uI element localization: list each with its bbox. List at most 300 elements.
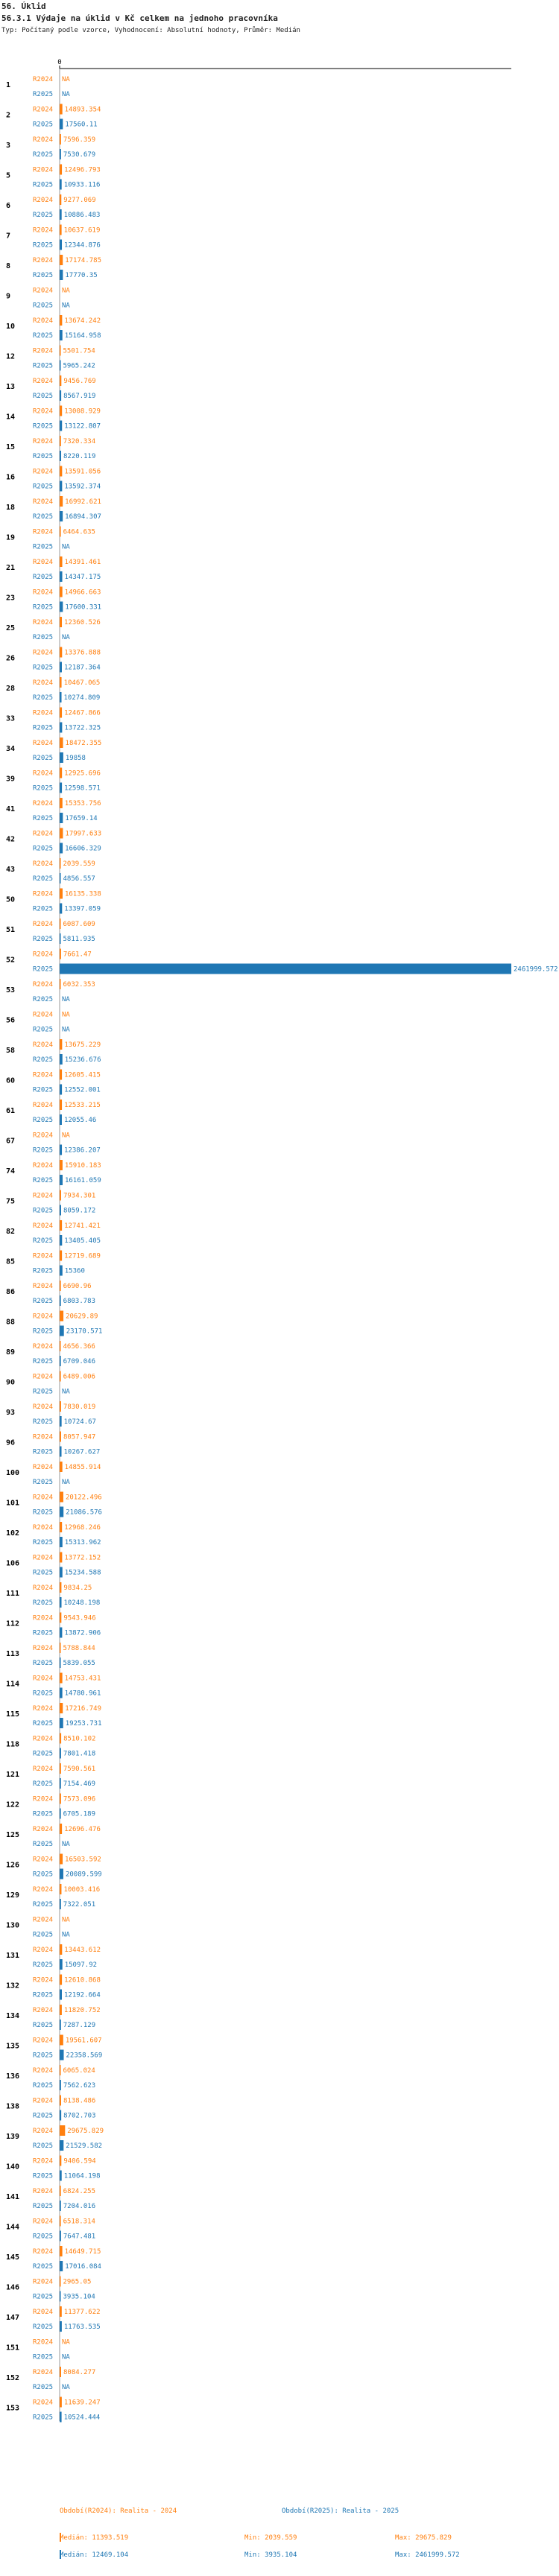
series-label-r2025: R2025 xyxy=(33,603,54,612)
bar-r2024 xyxy=(60,979,61,989)
series-label-r2024: R2024 xyxy=(33,1433,54,1441)
bar-r2024 xyxy=(60,2005,62,2015)
row-label: 141 xyxy=(6,2193,20,2201)
series-label-r2025: R2025 xyxy=(33,362,54,370)
value-label-r2025: 15360 xyxy=(64,1267,85,1275)
row-label: 8 xyxy=(6,262,11,270)
value-label-r2025: 5811.935 xyxy=(63,936,95,943)
row-label: 88 xyxy=(6,1318,16,1327)
row-label: 85 xyxy=(6,1257,16,1266)
bar-r2024 xyxy=(60,165,62,175)
value-label-r2025: 10933.116 xyxy=(63,181,101,189)
value-label-r2025: 6705.189 xyxy=(63,1810,96,1818)
value-label-r2024: 20122.496 xyxy=(65,1494,102,1502)
series-label-r2024: R2024 xyxy=(33,1705,54,1713)
series-label-r2024: R2024 xyxy=(33,1283,54,1290)
bar-r2024 xyxy=(60,1311,63,1322)
series-label-r2024: R2024 xyxy=(33,679,54,687)
bar-r2025 xyxy=(60,662,62,673)
series-label-r2024: R2024 xyxy=(33,2338,54,2347)
bar-r2024 xyxy=(60,375,61,386)
series-label-r2025: R2025 xyxy=(33,2353,54,2361)
value-label-r2024: 9406.594 xyxy=(63,2157,96,2166)
row-label: 96 xyxy=(6,1438,16,1447)
value-label-r2025: 19858 xyxy=(65,755,86,762)
row-label: 25 xyxy=(6,624,16,632)
bar-r2025 xyxy=(60,752,63,763)
series-label-r2024: R2024 xyxy=(33,1162,54,1170)
bar-r2024 xyxy=(60,466,62,477)
series-label-r2025: R2025 xyxy=(33,1358,54,1365)
bar-r2025 xyxy=(60,1205,61,1216)
value-label-r2025: 10267.627 xyxy=(63,1448,101,1456)
series-label-r2025: R2025 xyxy=(33,1961,54,1969)
value-label-r2025: 10724.67 xyxy=(63,1418,96,1426)
bar-r2025 xyxy=(60,2201,61,2211)
bar-r2024 xyxy=(60,1070,62,1080)
row-label: 14 xyxy=(6,413,16,422)
series-label-r2025: R2025 xyxy=(33,2142,54,2150)
bar-r2025 xyxy=(60,1175,63,1185)
series-label-r2024: R2024 xyxy=(33,2097,54,2105)
value-label-r2025: 7204.016 xyxy=(63,2203,96,2210)
series-label-r2024: R2024 xyxy=(33,1494,54,1502)
bar-r2025 xyxy=(60,2261,63,2271)
bar-r2024 xyxy=(60,194,61,205)
series-label-r2024: R2024 xyxy=(33,2278,54,2286)
value-label-r2025: 7322.051 xyxy=(63,1901,96,1909)
value-label-r2024: 10637.619 xyxy=(63,226,101,235)
value-label-r2024: 10467.065 xyxy=(63,679,101,687)
series-label-r2025: R2025 xyxy=(33,1267,54,1275)
bar-r2024 xyxy=(60,1613,61,1623)
value-label-r2024: 9456.769 xyxy=(63,378,96,385)
series-label-r2025: R2025 xyxy=(33,1388,54,1396)
row-label: 82 xyxy=(6,1228,16,1236)
max-2024: Max: 29675.829 xyxy=(395,2534,452,2542)
bar-r2024 xyxy=(60,737,63,748)
bar-r2024 xyxy=(60,104,63,115)
series-label-r2024: R2024 xyxy=(33,1886,54,1894)
series-label-r2024: R2024 xyxy=(33,1947,54,1954)
series-label-r2024: R2024 xyxy=(33,1464,54,1471)
value-label-r2024: 7830.019 xyxy=(63,1403,96,1411)
bar-r2025 xyxy=(60,451,61,461)
value-label-r2025: 12187.364 xyxy=(63,664,101,672)
series-label-r2024: R2024 xyxy=(33,1916,54,1924)
bar-r2025 xyxy=(60,813,63,823)
value-label-r2024: 6518.314 xyxy=(63,2218,95,2226)
bar-r2024 xyxy=(60,1281,61,1291)
value-label-r2024: 12925.696 xyxy=(64,770,101,778)
series-label-r2024: R2024 xyxy=(33,981,54,989)
value-label-r2024: 14753.431 xyxy=(64,1675,101,1683)
row-label: 134 xyxy=(6,2012,20,2020)
value-label-r2025: 11763.535 xyxy=(63,2323,101,2331)
bar-r2024 xyxy=(60,949,61,959)
value-label-r2025: 13592.374 xyxy=(64,483,101,491)
value-label-r2025: 7801.418 xyxy=(63,1750,96,1758)
bar-r2024 xyxy=(60,2125,65,2136)
series-label-r2024: R2024 xyxy=(33,1403,54,1411)
row-label: 67 xyxy=(6,1137,16,1146)
value-label-r2024: 11639.247 xyxy=(63,2399,101,2407)
legend-2024: Období(R2024): Realita - 2024 xyxy=(60,2507,177,2515)
value-label-r2025: NA xyxy=(62,996,70,1003)
row-label: 145 xyxy=(6,2253,20,2262)
row-label: 101 xyxy=(6,1499,20,1508)
bar-r2025 xyxy=(60,361,61,371)
row-label: 12 xyxy=(6,352,16,361)
bar-r2025 xyxy=(60,571,63,582)
value-label-r2025: 12598.571 xyxy=(64,784,101,793)
value-label-r2025: 16894.307 xyxy=(65,513,101,521)
series-label-r2024: R2024 xyxy=(33,1976,54,1985)
row-label: 18 xyxy=(6,504,16,512)
bar-r2024 xyxy=(60,2096,61,2106)
bar-r2024 xyxy=(60,1794,61,1804)
row-label: 75 xyxy=(6,1197,16,1206)
bar-r2024 xyxy=(60,677,62,688)
value-label-r2025: 2461999.572 xyxy=(514,965,558,974)
series-label-r2025: R2025 xyxy=(33,1780,54,1788)
row-label: 114 xyxy=(6,1680,20,1689)
series-label-r2025: R2025 xyxy=(33,2384,54,2391)
value-label-r2024: 17997.633 xyxy=(65,830,102,838)
bar-r2024 xyxy=(60,1371,61,1382)
series-label-r2024: R2024 xyxy=(33,106,54,114)
series-label-r2024: R2024 xyxy=(33,860,54,868)
series-label-r2025: R2025 xyxy=(33,1931,54,1939)
bar-r2025 xyxy=(60,2020,61,2030)
bar-r2024 xyxy=(60,768,62,778)
value-label-r2025: NA xyxy=(62,91,70,98)
series-label-r2024: R2024 xyxy=(33,1343,54,1351)
bar-r2024 xyxy=(60,1824,62,1834)
series-label-r2025: R2025 xyxy=(33,724,54,732)
bar-r2024 xyxy=(60,647,62,658)
row-label: 140 xyxy=(6,2163,20,2171)
series-label-r2024: R2024 xyxy=(33,1041,54,1049)
series-label-r2025: R2025 xyxy=(33,755,54,762)
value-label-r2024: 9834.25 xyxy=(63,1584,92,1592)
bar-r2025 xyxy=(60,2110,61,2121)
series-label-r2024: R2024 xyxy=(33,1252,54,1260)
series-label-r2024: R2024 xyxy=(33,800,54,808)
value-label-r2025: 17770.35 xyxy=(65,272,98,279)
value-label-r2025: 19253.731 xyxy=(65,1720,102,1728)
value-label-r2024: 2965.05 xyxy=(63,2278,92,2286)
bar-r2024 xyxy=(60,496,63,507)
value-label-r2024: 7590.561 xyxy=(63,1766,96,1773)
series-label-r2025: R2025 xyxy=(33,1418,54,1426)
row-label: 21 xyxy=(6,564,16,572)
bar-r2024 xyxy=(60,2035,63,2046)
series-label-r2024: R2024 xyxy=(33,378,54,385)
series-label-r2025: R2025 xyxy=(33,1298,54,1305)
row-label: 129 xyxy=(6,1891,20,1900)
value-label-r2025: 23170.571 xyxy=(66,1327,103,1336)
series-label-r2024: R2024 xyxy=(33,1222,54,1230)
bar-r2024 xyxy=(60,556,63,567)
series-label-r2025: R2025 xyxy=(33,1991,54,1999)
value-label-r2025: 16606.329 xyxy=(65,845,101,853)
value-label-r2024: 9277.069 xyxy=(63,197,96,204)
value-label-r2025: 14780.961 xyxy=(64,1690,101,1698)
bar-r2024 xyxy=(60,1160,63,1170)
series-label-r2024: R2024 xyxy=(33,1102,54,1109)
value-label-r2024: 10003.416 xyxy=(63,1886,101,1894)
bar-r2025 xyxy=(60,1990,62,2000)
row-label: 13 xyxy=(6,383,16,391)
row-label: 9 xyxy=(6,292,11,301)
bar-r2025 xyxy=(60,873,61,883)
row-label: 39 xyxy=(6,775,16,784)
series-label-r2025: R2025 xyxy=(33,2323,54,2331)
value-label-r2024: 12605.415 xyxy=(64,1071,101,1079)
bar-r2024 xyxy=(60,2277,61,2287)
value-label-r2025: 6803.783 xyxy=(63,1298,96,1305)
series-label-r2024: R2024 xyxy=(33,1584,54,1592)
value-label-r2024: 12533.215 xyxy=(64,1102,101,1109)
bar-r2025 xyxy=(60,1295,61,1306)
value-label-r2024: 13674.242 xyxy=(64,317,101,325)
bar-r2025 xyxy=(60,1447,62,1457)
series-label-r2025: R2025 xyxy=(33,2082,54,2090)
bar-r2024 xyxy=(60,708,62,718)
bar-r2025 xyxy=(60,1235,62,1246)
bar-r2025 xyxy=(60,1959,63,1970)
row-label: 56 xyxy=(6,1016,16,1025)
series-label-r2024: R2024 xyxy=(33,2128,54,2135)
value-label-r2025: 12386.207 xyxy=(64,1146,101,1155)
series-label-r2025: R2025 xyxy=(33,1056,54,1064)
series-label-r2024: R2024 xyxy=(33,1675,54,1683)
bar-r2025 xyxy=(60,390,61,401)
row-label: 144 xyxy=(6,2223,20,2232)
value-label-r2025: 10524.444 xyxy=(63,2414,101,2422)
series-label-r2024: R2024 xyxy=(33,2067,54,2075)
value-label-r2025: 15164.958 xyxy=(64,332,101,340)
bar-r2024 xyxy=(60,889,63,899)
series-label-r2024: R2024 xyxy=(33,649,54,657)
bar-r2024 xyxy=(60,134,61,145)
value-label-r2025: 4856.557 xyxy=(63,875,95,883)
row-label: 23 xyxy=(6,594,16,603)
series-label-r2025: R2025 xyxy=(33,875,54,883)
series-label-r2025: R2025 xyxy=(33,241,54,250)
series-label-r2024: R2024 xyxy=(33,890,54,898)
value-label-r2024: 12719.689 xyxy=(64,1252,101,1260)
value-label-r2024: 7320.334 xyxy=(63,438,96,445)
value-label-r2025: 17016.084 xyxy=(65,2263,101,2271)
bar-r2024 xyxy=(60,1432,61,1442)
series-label-r2025: R2025 xyxy=(33,332,54,340)
value-label-r2025: 10886.483 xyxy=(63,212,101,219)
bar-r2024 xyxy=(60,828,63,839)
row-label: 135 xyxy=(6,2042,20,2051)
series-label-r2024: R2024 xyxy=(33,2218,54,2226)
series-label-r2025: R2025 xyxy=(33,1660,54,1667)
series-label-r2024: R2024 xyxy=(33,559,54,566)
series-label-r2025: R2025 xyxy=(33,1810,54,1818)
bar-r2025 xyxy=(60,1748,61,1759)
median-2025: Medián: 12469.104 xyxy=(60,2551,129,2559)
series-label-r2024: R2024 xyxy=(33,1192,54,1200)
value-label-r2025: NA xyxy=(62,543,70,551)
bar-r2024 xyxy=(60,2065,61,2075)
bar-r2025 xyxy=(60,2412,62,2423)
value-label-r2025: NA xyxy=(62,634,70,641)
bar-r2025 xyxy=(60,2050,64,2061)
value-label-r2024: 18472.355 xyxy=(65,740,102,747)
bar-r2024 xyxy=(60,587,63,597)
series-label-r2024: R2024 xyxy=(33,438,54,445)
series-label-r2025: R2025 xyxy=(33,453,54,460)
bar-r2025 xyxy=(60,1718,63,1728)
series-label-r2025: R2025 xyxy=(33,2263,54,2271)
value-label-r2024: 6087.609 xyxy=(63,921,95,928)
series-label-r2024: R2024 xyxy=(33,1554,54,1562)
value-label-r2024: 13008.929 xyxy=(64,407,101,416)
row-label: 15 xyxy=(6,443,16,451)
value-label-r2025: 21529.582 xyxy=(66,2142,103,2150)
series-label-r2025: R2025 xyxy=(33,2203,54,2210)
value-label-r2025: 15236.676 xyxy=(64,1056,101,1064)
bar-r2025 xyxy=(60,1778,61,1789)
value-label-r2024: NA xyxy=(62,2338,70,2347)
bar-r2024 xyxy=(60,798,63,808)
value-label-r2024: 15910.183 xyxy=(64,1162,101,1170)
row-label: 130 xyxy=(6,1921,20,1930)
bar-r2024 xyxy=(60,1522,62,1532)
series-label-r2024: R2024 xyxy=(33,2037,54,2045)
series-label-r2025: R2025 xyxy=(33,996,54,1003)
bar-r2024 xyxy=(60,1703,63,1713)
row-label: 74 xyxy=(6,1167,16,1176)
value-label-r2025: NA xyxy=(62,1026,70,1034)
value-label-r2024: NA xyxy=(62,1916,70,1924)
row-label: 112 xyxy=(6,1619,20,1628)
series-label-r2024: R2024 xyxy=(33,2188,54,2195)
series-label-r2025: R2025 xyxy=(33,664,54,672)
value-label-r2024: 11377.622 xyxy=(63,2309,101,2316)
row-label: 34 xyxy=(6,745,16,753)
series-label-r2025: R2025 xyxy=(33,422,54,431)
bar-r2025 xyxy=(60,1054,63,1065)
value-label-r2024: 13376.888 xyxy=(64,649,101,657)
row-label: 93 xyxy=(6,1409,16,1417)
value-label-r2024: 20629.89 xyxy=(66,1313,98,1321)
value-label-r2025: 7562.623 xyxy=(63,2082,96,2090)
bar-r2024 xyxy=(60,527,61,537)
bar-r2024 xyxy=(60,1251,62,1261)
bar-r2025 xyxy=(60,119,63,130)
value-label-r2024: 6464.635 xyxy=(63,528,95,536)
value-label-r2025: NA xyxy=(62,2353,70,2361)
series-label-r2025: R2025 xyxy=(33,1207,54,1215)
series-label-r2025: R2025 xyxy=(33,2414,54,2422)
bar-r2025 xyxy=(60,1597,62,1608)
series-label-r2025: R2025 xyxy=(33,2022,54,2029)
row-label: 26 xyxy=(6,654,16,663)
bar-r2024 xyxy=(60,1341,61,1351)
row-label: 16 xyxy=(6,473,16,482)
series-label-r2025: R2025 xyxy=(33,2293,54,2301)
row-label: 132 xyxy=(6,1982,20,1990)
series-label-r2024: R2024 xyxy=(33,1645,54,1652)
value-label-r2025: 14347.175 xyxy=(64,574,101,581)
series-label-r2024: R2024 xyxy=(33,1011,54,1019)
value-label-r2024: 12741.421 xyxy=(64,1222,101,1230)
series-label-r2024: R2024 xyxy=(33,951,54,959)
series-label-r2024: R2024 xyxy=(33,2157,54,2166)
value-label-r2024: 17174.785 xyxy=(65,257,102,264)
row-label: 10 xyxy=(6,323,16,331)
bar-r2025 xyxy=(60,1266,63,1276)
legend-2025: Období(R2025): Realita - 2025 xyxy=(282,2507,399,2515)
bar-r2024 xyxy=(60,2306,62,2317)
bar-r2024 xyxy=(60,2186,61,2196)
value-label-r2025: NA xyxy=(62,1388,70,1396)
series-label-r2025: R2025 xyxy=(33,212,54,219)
bar-r2024 xyxy=(60,1884,61,1894)
bar-r2025 xyxy=(60,1356,61,1366)
row-label: 3 xyxy=(6,142,11,150)
row-label: 60 xyxy=(6,1076,16,1085)
value-label-r2025: 15097.92 xyxy=(64,1961,98,1969)
bar-r2025 xyxy=(60,1657,61,1668)
value-label-r2025: 10248.198 xyxy=(63,1599,101,1607)
value-label-r2024: 16992.621 xyxy=(65,498,101,506)
value-label-r2024: 13443.612 xyxy=(64,1947,101,1954)
row-label: 102 xyxy=(6,1529,20,1538)
median-2024: Medián: 11393.519 xyxy=(60,2534,129,2542)
value-label-r2025: NA xyxy=(62,1841,70,1848)
bar-r2025 xyxy=(60,843,63,854)
series-label-r2024: R2024 xyxy=(33,709,54,717)
value-label-r2025: 7647.481 xyxy=(63,2233,96,2241)
bar-r2025 xyxy=(60,1114,62,1125)
row-label: 121 xyxy=(6,1771,20,1779)
value-label-r2025: 6709.046 xyxy=(63,1358,96,1365)
value-label-r2025: 8567.919 xyxy=(63,393,96,400)
series-label-r2024: R2024 xyxy=(33,1071,54,1079)
value-label-r2025: 21086.576 xyxy=(66,1509,102,1517)
bar-r2024 xyxy=(60,1643,61,1653)
series-label-r2024: R2024 xyxy=(33,2399,54,2407)
bar-r2024 xyxy=(60,1673,63,1684)
bar-r2025 xyxy=(60,2080,61,2090)
row-label: 152 xyxy=(6,2374,20,2382)
value-label-r2025: NA xyxy=(62,302,70,310)
value-label-r2025: 17560.11 xyxy=(65,121,98,129)
series-label-r2025: R2025 xyxy=(33,2112,54,2120)
value-label-r2024: 12968.246 xyxy=(64,1524,101,1532)
series-label-r2025: R2025 xyxy=(33,2233,54,2241)
value-label-r2024: 9543.946 xyxy=(63,1614,96,1622)
series-label-r2024: R2024 xyxy=(33,468,54,476)
value-label-r2024: 2039.559 xyxy=(63,860,95,868)
bar-r2025 xyxy=(60,330,63,340)
series-label-r2024: R2024 xyxy=(33,2369,54,2376)
series-label-r2025: R2025 xyxy=(33,1690,54,1698)
series-label-r2024: R2024 xyxy=(33,166,54,174)
value-label-r2024: 6690.96 xyxy=(63,1283,92,1290)
value-label-r2024: 16135.338 xyxy=(64,890,101,898)
series-label-r2024: R2024 xyxy=(33,257,54,264)
bar-r2025 xyxy=(60,270,63,280)
